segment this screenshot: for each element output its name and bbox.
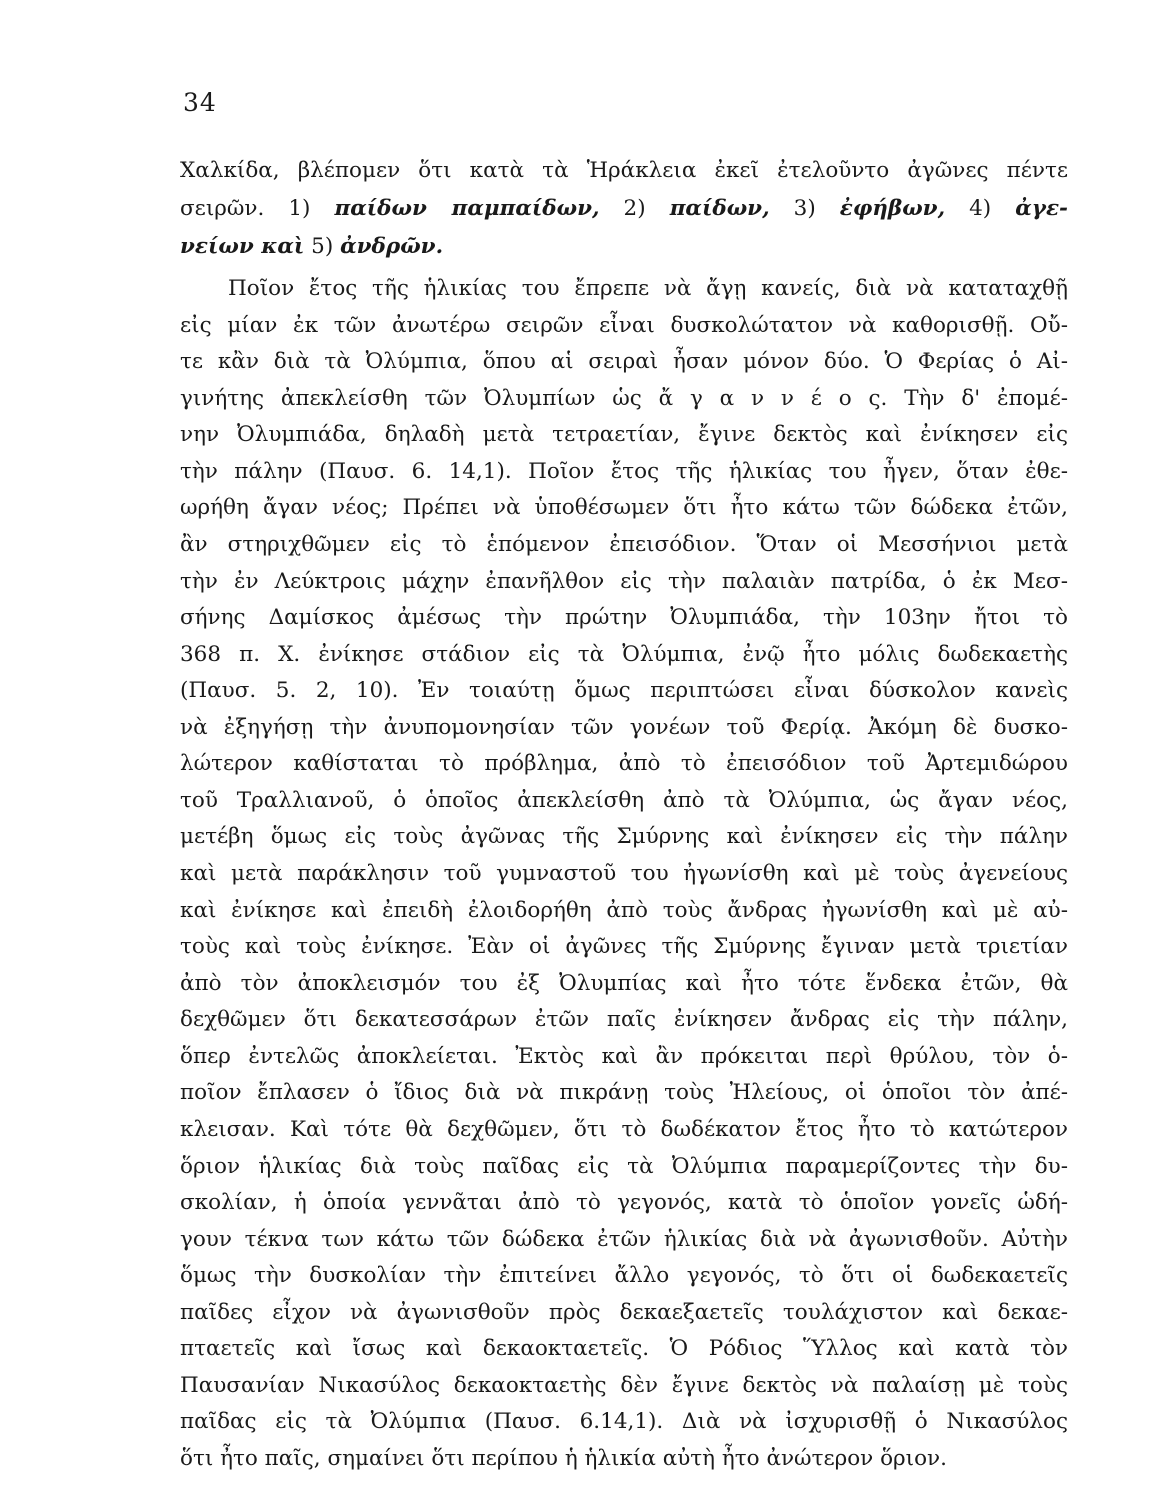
text-line-p2-10: σήνης Δαμίσκος ἀμέσως τὴν πρώτην Ὀλυμπιάδα, τὴν 103ην ἤτοι τὸ bbox=[180, 605, 1068, 630]
text-line-p2-19: τοὺς καὶ τοὺς ἐνίκησε. Ἐὰν οἱ ἀγῶνες τῆς Σμύρνης ἔγιναν μετὰ τριετίαν bbox=[180, 934, 1068, 959]
text-line-p1-3 bbox=[180, 228, 1068, 266]
text-line-p1-1: Χαλκίδα, βλέπομεν ὅτι κατὰ τὰ Ἡράκλεια ἐκεῖ ἐτελοῦντο ἀγῶνες πέντε bbox=[180, 158, 1068, 183]
text-line-p2-14: λώτερον καθίσταται τὸ πρόβλημα, ἀπὸ τὸ ἐπεισόδιον τοῦ Ἀρτεμιδώρου bbox=[180, 751, 1068, 776]
text-line-p2-31: Παυσανίαν Νικασύλος δεκαοκταετὴς δὲν ἔγινε δεκτὸς νὰ παλαίσῃ μὲ τοὺς bbox=[180, 1373, 1068, 1398]
text-line-p2-28: ὅμως τὴν δυσκολίαν τὴν ἐπιτείνει ἄλλο γεγονός, τὸ ὅτι οἱ δωδεκαετεῖς bbox=[180, 1263, 1068, 1288]
text-line-p2-21: δεχθῶμεν ὅτι δεκατεσσάρων ἐτῶν παῖς ἐνίκησεν ἄνδρας εἰς τὴν πάλην, bbox=[180, 1007, 1068, 1032]
text-line-p2-7: ωρήθη ἄγαν νέος; Πρέπει νὰ ὑποθέσωμεν ὅτι ἦτο κάτω τῶν δώδεκα ἐτῶν, bbox=[180, 495, 1068, 520]
text-line-p2-17: καὶ μετὰ παράκλησιν τοῦ γυμναστοῦ του ἠγωνίσθη καὶ μὲ τοὺς ἀγενείους bbox=[180, 861, 1068, 886]
text-line-p1-2 bbox=[180, 190, 1068, 228]
bold-term-ageneion-kai: νείων καὶ bbox=[180, 234, 305, 259]
text-line-p2-5: νην Ὀλυμπιάδα, δηλαδὴ μετὰ τετραετίαν, ἔγινε δεκτὸς καὶ ἐνίκησεν εἰς bbox=[180, 422, 1068, 447]
text-line-p2-13: νὰ ἐξηγήσῃ τὴν ἀνυπομονησίαν τῶν γονέων τοῦ Φερίᾳ. Ἀκόμη δὲ δυσκο- bbox=[180, 715, 1068, 740]
text-line-p2-22: ὅπερ ἐντελῶς ἀποκλείεται. Ἐκτὸς καὶ ἂν πρόκειται περὶ θρύλου, τὸν ὁ- bbox=[180, 1044, 1068, 1069]
text-line-p2-23: ποῖον ἔπλασεν ὁ ἴδιος διὰ νὰ πικράνῃ τοὺς Ἠλείους, οἱ ὁποῖοι τὸν ἀπέ- bbox=[180, 1080, 1068, 1105]
text-line-p2-20: ἀπὸ τὸν ἀποκλεισμόν του ἐξ Ὀλυμπίας καὶ ἦτο τότε ἕνδεκα ἐτῶν, θὰ bbox=[180, 971, 1068, 996]
text-line-p2-18: καὶ ἐνίκησε καὶ ἐπειδὴ ἐλοιδορήθη ἀπὸ τοὺς ἄνδρας ἠγωνίσθη καὶ μὲ αὐ- bbox=[180, 898, 1068, 923]
text-line-p2-12: (Παυσ. 5. 2, 10). Ἐν τοιαύτῃ ὅμως περιπτώσει εἶναι δύσκολον κανεὶς bbox=[180, 678, 1068, 703]
text-line-p2-32: παῖδας εἰς τὰ Ὀλύμπια (Παυσ. 6.14,1). Διὰ νὰ ἰσχυρισθῇ ὁ Νικασύλος bbox=[180, 1409, 1068, 1434]
text-line-p2-29: παῖδες εἶχον νὰ ἀγωνισθοῦν πρὸς δεκαεξαετεῖς τουλάχιστον καὶ δεκαε- bbox=[180, 1300, 1068, 1325]
text-line-p2-33: ὅτι ἦτο παῖς, σημαίνει ὅτι περίπου ἡ ἡλικία αὐτὴ ἦτο ἀνώτερον ὅριον. bbox=[180, 1446, 947, 1471]
text-line-p2-16: μετέβη ὅμως εἰς τοὺς ἀγῶνας τῆς Σμύρνης καὶ ἐνίκησεν εἰς τὴν πάλην bbox=[180, 824, 1068, 849]
text-segment: 4) bbox=[945, 196, 1016, 221]
text-line-p2-30: πταετεῖς καὶ ἴσως καὶ δεκαοκταετεῖς. Ὁ Ρόδιος Ὕλλος καὶ κατὰ τὸν bbox=[180, 1336, 1068, 1361]
text-line-p2-9: τὴν ἐν Λεύκτροις μάχην ἐπανῆλθον εἰς τὴν παλαιὰν πατρίδα, ὁ ἐκ Μεσ- bbox=[180, 569, 1068, 594]
bold-term-paidon-pampaidon: παίδων παμπαίδων, bbox=[334, 196, 600, 221]
text-line-p2-26: σκολίαν, ἡ ὁποία γεννᾶται ἀπὸ τὸ γεγονός, κατὰ τὸ ὁποῖον γονεῖς ὡδή- bbox=[180, 1190, 1068, 1215]
bold-term-andron: ἀνδρῶν. bbox=[340, 234, 444, 259]
text-line-p2-6: τὴν πάλην (Παυσ. 6. 14,1). Ποῖον ἔτος τῆς ἡλικίας του ἦγεν, ὅταν ἐθε- bbox=[180, 459, 1068, 484]
text-line-p2-25: ὅριον ἡλικίας διὰ τοὺς παῖδας εἰς τὰ Ὀλύμπια παραμερίζοντες τὴν δυ- bbox=[180, 1154, 1068, 1179]
text-line-p2-27: γουν τέκνα των κάτω τῶν δώδεκα ἐτῶν ἡλικίας διὰ νὰ ἀγωνισθοῦν. Αὐτὴν bbox=[180, 1227, 1068, 1252]
text-line-p2-11: 368 π. Χ. ἐνίκησε στάδιον εἰς τὰ Ὀλύμπια, ἐνῷ ἦτο μόλις δωδεκαετὴς bbox=[180, 642, 1068, 667]
text-line-p2-24: κλεισαν. Καὶ τότε θὰ δεχθῶμεν, ὅτι τὸ δωδέκατον ἔτος ἦτο τὸ κατώτερον bbox=[180, 1117, 1068, 1142]
bold-term-efivon: ἐφήβων, bbox=[839, 196, 946, 221]
text-segment: 5) bbox=[304, 234, 341, 259]
text-segment: 3) bbox=[769, 196, 840, 221]
text-segment: σειρῶν. 1) bbox=[180, 196, 335, 221]
text-line-p2-1: Ποῖον ἔτος τῆς ἡλικίας του ἔπρεπε νὰ ἄγῃ κανείς, διὰ νὰ καταταχθῇ bbox=[228, 276, 1068, 301]
text-line-p2-8: ἂν στηριχθῶμεν εἰς τὸ ἑπόμενον ἐπεισόδιον. Ὅταν οἱ Μεσσήνιοι μετὰ bbox=[180, 532, 1068, 557]
text-line-p2-2: εἰς μίαν ἐκ τῶν ἀνωτέρω σειρῶν εἶναι δυσκολώτατον νὰ καθορισθῇ. Οὔ- bbox=[180, 313, 1068, 338]
text-segment: 2) bbox=[599, 196, 670, 221]
bold-term-ageneion: ἀγε- bbox=[1015, 196, 1068, 221]
bold-term-paidon: παίδων, bbox=[669, 196, 770, 221]
text-line-p2-15: τοῦ Τραλλιανοῦ, ὁ ὁποῖος ἀπεκλείσθη ἀπὸ τὰ Ὀλύμπια, ὡς ἄγαν νέος, bbox=[180, 788, 1068, 813]
text-line-p2-4: γινήτης ἀπεκλείσθη τῶν Ὀλυμπίων ὡς ἄ γ α ν ν έ ο ς. Τὴν δ' ἐπομέ- bbox=[180, 386, 1068, 411]
text-line-p2-3: τε κἂν διὰ τὰ Ὀλύμπια, ὅπου αἱ σειραὶ ἦσαν μόνον δύο. Ὁ Φερίας ὁ Αἰ- bbox=[180, 349, 1068, 374]
page-number: 34 bbox=[183, 88, 217, 117]
